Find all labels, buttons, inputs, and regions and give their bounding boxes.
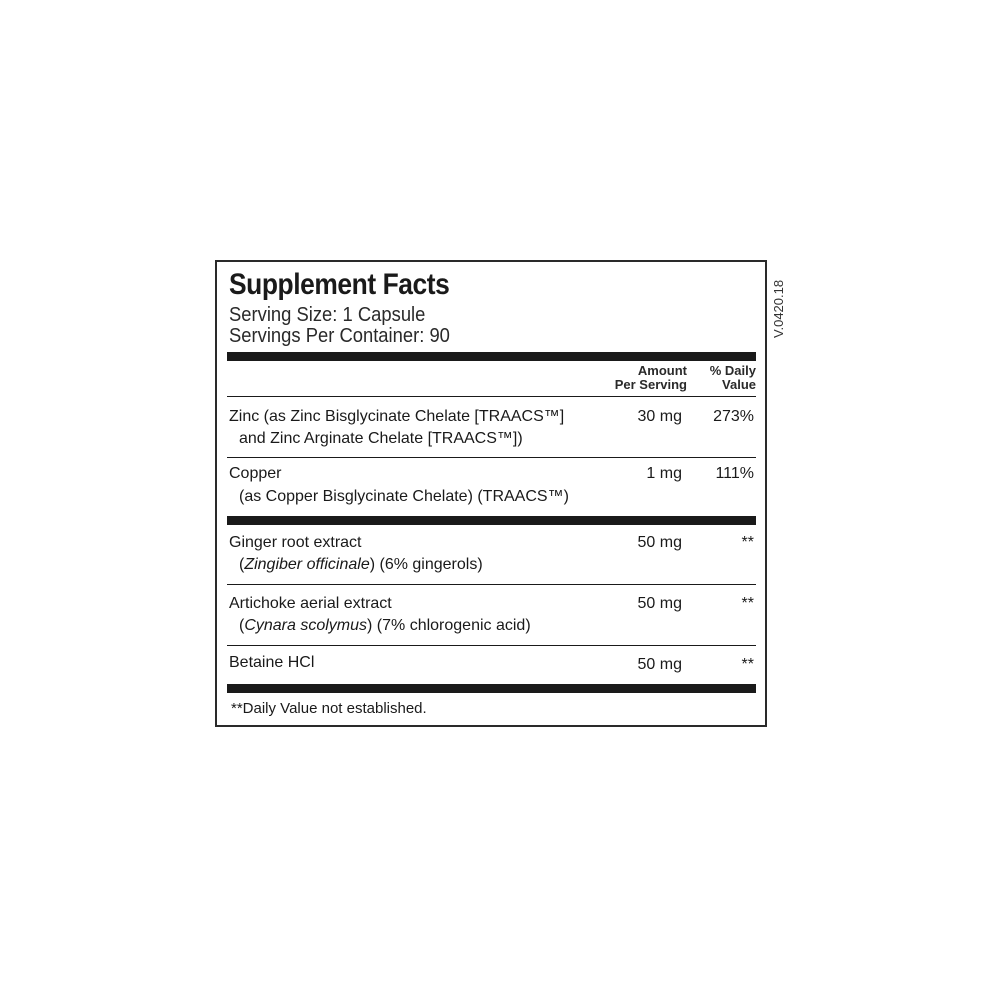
panel-title: Supplement Facts bbox=[229, 268, 450, 301]
artichoke-daily-value: ** bbox=[741, 595, 754, 612]
betaine-daily-value: ** bbox=[741, 656, 754, 673]
footnote: **Daily Value not established. bbox=[231, 700, 427, 717]
thick-divider-top bbox=[227, 352, 756, 361]
zinc-name: Zinc (as Zinc Bisglycinate Chelate [TRAACS™] bbox=[229, 408, 565, 425]
ginger-latin-name: Zingiber officinale bbox=[244, 556, 370, 573]
row-divider bbox=[227, 457, 756, 458]
artichoke-name: Artichoke aerial extract bbox=[229, 595, 392, 612]
ginger-name: Ginger root extract bbox=[229, 534, 362, 551]
betaine-amount: 50 mg bbox=[637, 656, 682, 673]
ginger-amount: 50 mg bbox=[637, 534, 682, 551]
artichoke-latin-name: Cynara scolymus bbox=[244, 617, 368, 634]
daily-value-header: % Daily Value bbox=[709, 363, 756, 392]
copper-amount: 1 mg bbox=[646, 465, 682, 482]
row-divider bbox=[227, 645, 756, 646]
thick-divider-bottom bbox=[227, 684, 756, 693]
copper-daily-value: 111% bbox=[715, 465, 754, 482]
artichoke-name-cont: (Cynara scolymus) (7% chlorogenic acid) bbox=[239, 617, 531, 634]
amount-per-serving-header: Amount Per Serving bbox=[614, 363, 687, 392]
serving-size: Serving Size: 1 Capsule bbox=[229, 304, 426, 326]
supplement-facts-panel bbox=[215, 260, 767, 727]
artichoke-amount: 50 mg bbox=[637, 595, 682, 612]
thick-divider-middle bbox=[227, 516, 756, 525]
zinc-daily-value: 273% bbox=[713, 408, 754, 425]
servings-per-container: Servings Per Container: 90 bbox=[229, 325, 450, 347]
betaine-name: Betaine HCl bbox=[229, 654, 315, 671]
ginger-daily-value: ** bbox=[741, 534, 754, 551]
zinc-amount: 30 mg bbox=[637, 408, 682, 425]
copper-name-cont: (as Copper Bisglycinate Chelate) (TRAACS™) bbox=[239, 488, 569, 505]
zinc-name-cont: and Zinc Arginate Chelate [TRAACS™]) bbox=[239, 430, 523, 447]
row-divider bbox=[227, 584, 756, 585]
ginger-name-cont: (Zingiber officinale) (6% gingerols) bbox=[239, 556, 483, 573]
version-code: V.0420.18 bbox=[771, 279, 786, 338]
copper-name: Copper bbox=[229, 465, 282, 482]
header-divider bbox=[227, 396, 756, 397]
